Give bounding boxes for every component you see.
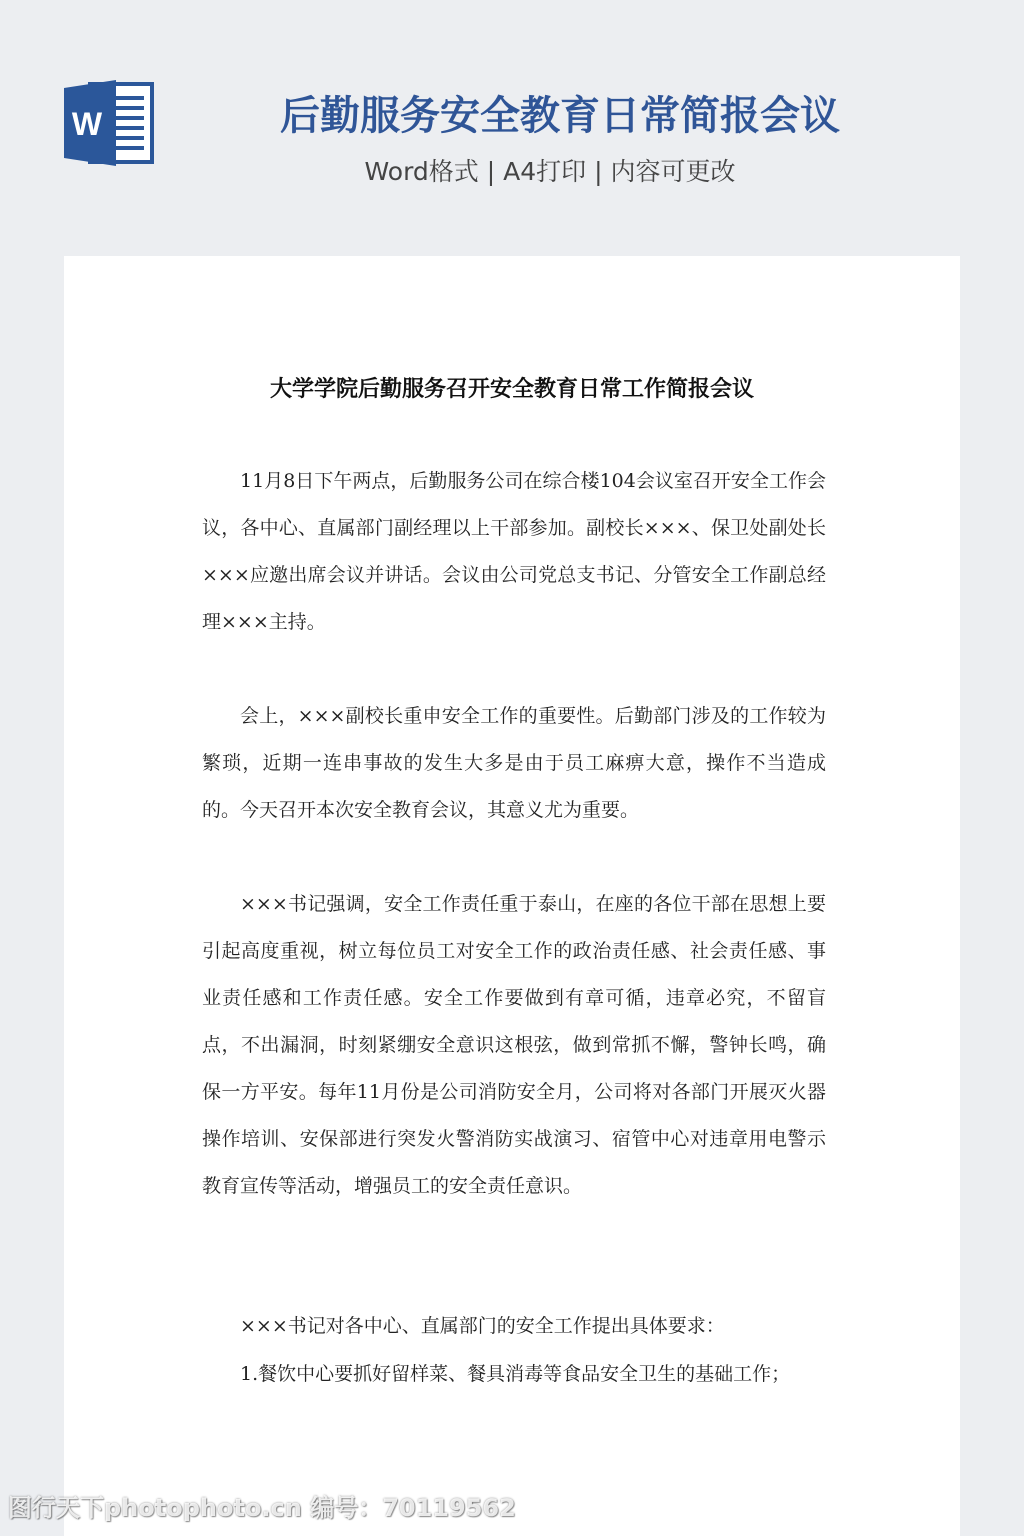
paragraph-secretary-emphasis: ×××书记强调，安全工作责任重于泰山，在座的各位干部在思想上要引起高度重视，树立每位员工对安全工作的政治责任感、社会责任感、事业责任感和工作责任感。安全工作要做到有章可循，违章必究，不留盲点，不出漏洞，时刻紧绷安全意识这根弦，做到常抓不懈，警钟长鸣，确保一方平安。每年11月份是公司消防安全月，公司将对各部门开展灭火器操作培训、安保部进行突发火警消防实战演习、宿管中心对违章用电警示教育宣传等活动，增强员工的安全责任意识。 <box>202 893 826 1197</box>
paragraph-requirements-intro: ×××书记对各中心、直属部门的安全工作提出具体要求： <box>240 1315 725 1337</box>
watermark-text: 图行天下photophoto.cn 编号：70119562 <box>8 1494 516 1522</box>
header-subtitle: Word格式 | A4打印 | 内容可更改 <box>364 157 736 186</box>
list-item-catering: 1.餐饮中心要抓好留样菜、餐具消毒等食品安全卫生的基础工作； <box>240 1363 791 1385</box>
word-document-icon <box>64 80 156 166</box>
document-page <box>64 256 960 1536</box>
document-title: 大学学院后勤服务召开安全教育日常工作简报会议 <box>269 377 754 402</box>
paragraph-vice-president: 会上，×××副校长重申安全工作的重要性。后勤部门涉及的工作较为繁琐，近期一连串事故的发生大多是由于员工麻痹大意，操作不当造成的。今天召开本次安全教育会议，其意义尤为重要。 <box>202 705 826 821</box>
header-title: 后勤服务安全教育日常简报会议 <box>280 93 840 139</box>
page-header <box>0 0 1024 256</box>
paragraph-meeting-info: 11月8日下午两点，后勤服务公司在综合楼104会议室召开安全工作会议，各中心、直属部门副经理以上干部参加。副校长×××、保卫处副处长×××应邀出席会议并讲话。会议由公司党总支书记、分管安全工作副总经理×××主持。 <box>202 470 826 633</box>
word-icon-letter: W <box>71 106 103 142</box>
